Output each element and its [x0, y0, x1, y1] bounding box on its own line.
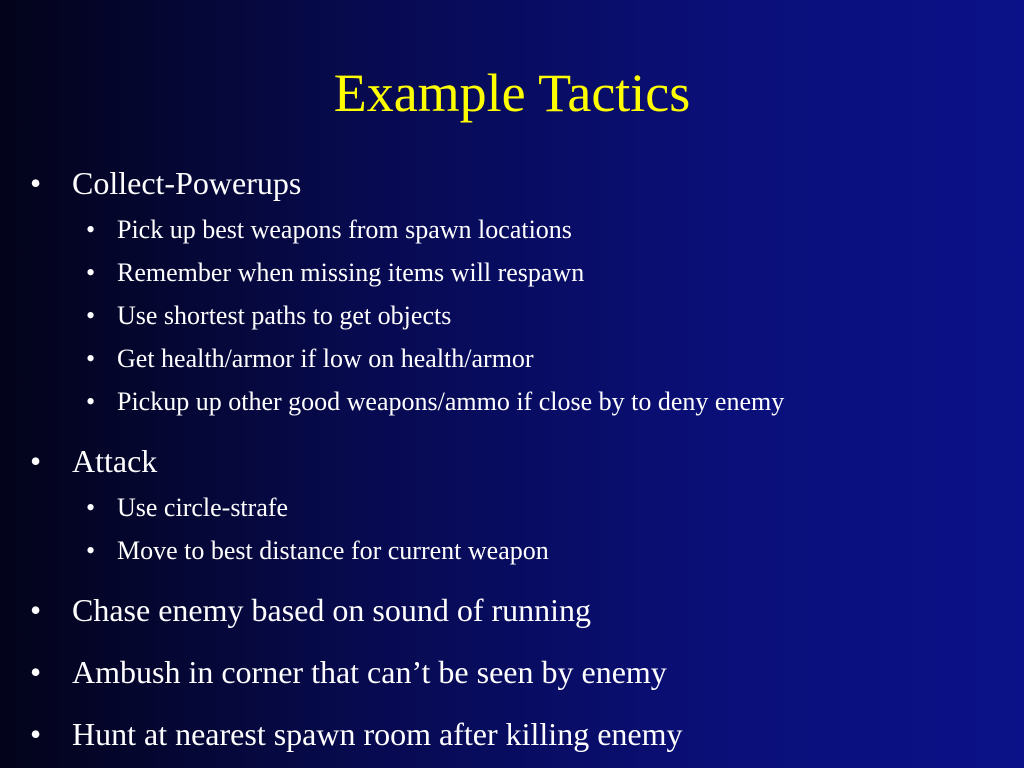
- slide-title: Example Tactics: [333, 63, 691, 123]
- bullet-dot: •: [86, 215, 96, 244]
- bullet-dot: •: [30, 165, 42, 201]
- sub-bullet-text: Get health/armor if low on health/armor: [117, 344, 534, 373]
- sub-bullet-item: [86, 385, 784, 419]
- bullet-dot: •: [30, 716, 42, 752]
- sub-bullet-text: Use shortest paths to get objects: [117, 301, 452, 330]
- sub-bullet-item: [86, 299, 451, 333]
- bullet-item: [30, 441, 157, 481]
- sub-bullet-text: Use circle-strafe: [117, 493, 289, 522]
- bullet-dot: •: [86, 493, 96, 522]
- bullet-text: Hunt at nearest spawn room after killing enemy: [72, 716, 683, 752]
- sub-bullet-item: [86, 534, 549, 568]
- bullet-dot: •: [86, 258, 96, 287]
- bullet-dot: •: [86, 344, 96, 373]
- bullet-dot: •: [86, 536, 96, 565]
- bullet-dot: •: [30, 592, 42, 628]
- bullet-text: Attack: [72, 443, 158, 479]
- bullet-item: [30, 590, 591, 630]
- bullet-dot: •: [86, 387, 96, 416]
- bullet-dot: •: [30, 443, 42, 479]
- sub-bullet-item: [86, 342, 534, 376]
- sub-bullet-item: [86, 213, 572, 247]
- sub-bullet-text: Pick up best weapons from spawn locations: [117, 215, 572, 244]
- bullet-dot: •: [30, 654, 42, 690]
- bullet-text: Chase enemy based on sound of running: [72, 592, 592, 628]
- sub-bullet-text: Pickup up other good weapons/ammo if close by to deny enemy: [117, 387, 785, 416]
- bullet-item: [30, 163, 301, 203]
- bullet-dot: •: [86, 301, 96, 330]
- bullet-item: [30, 652, 667, 692]
- bullet-text: Ambush in corner that can’t be seen by enemy: [72, 654, 667, 690]
- sub-bullet-item: [86, 256, 584, 290]
- sub-bullet-text: Remember when missing items will respawn: [117, 258, 585, 287]
- bullet-text: Collect-Powerups: [72, 165, 302, 201]
- bullet-item: [30, 714, 682, 754]
- sub-bullet-item: [86, 491, 288, 525]
- sub-bullet-text: Move to best distance for current weapon: [117, 536, 549, 565]
